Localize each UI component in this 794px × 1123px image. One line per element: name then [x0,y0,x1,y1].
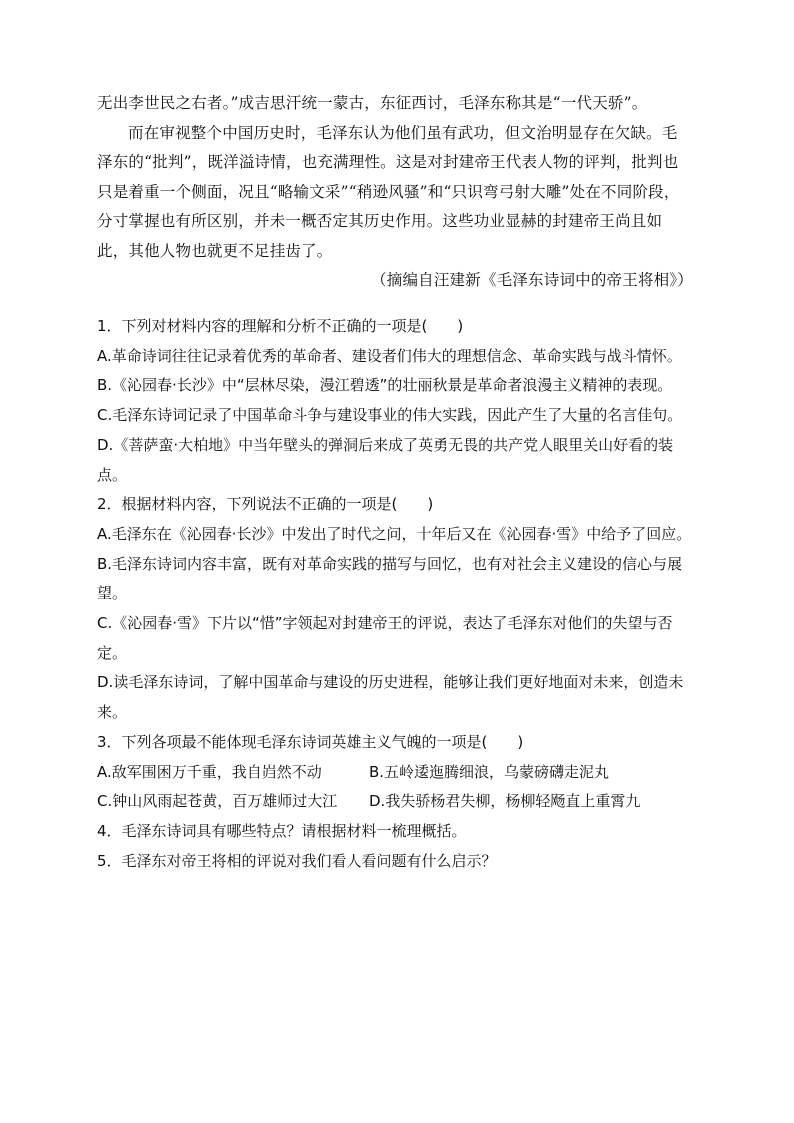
option-b: B.毛泽东诗词内容丰富，既有对革命实践的描写与回忆，也有对社会主义建设的信心与展望。 [97,554,683,603]
option-a: A.革命诗词往往记录着优秀的革命者、建设者们伟大的理想信念、革命实践与战斗情怀。 [97,346,682,365]
option-row-ab [97,758,697,788]
question-3 [97,728,697,817]
option-d: D.我失骄杨君失柳，杨柳轻飏直上重霄九 [369,792,641,811]
question-stem: 4．毛泽东诗词具有哪些特点？请根据材料一梳理概括。 [97,821,467,840]
option-b: B.《沁园春·长沙》中“层林尽染，漫江碧透”的壮丽秋景是革命者浪漫主义精神的表现。 [97,376,673,395]
question-stem: 5．毛泽东对帝王将相的评说对我们看人看问题有什么启示？ [97,851,497,870]
option-d: D.读毛泽东诗词，了解中国革命与建设的历史进程，能够让我们更好地面对未来，创造未来。 [97,673,684,722]
passage-source: （摘编自汪建新《毛泽东诗词中的帝王将相》） [371,271,693,289]
option-a: A.毛泽东在《沁园春·长沙》中发出了时代之问，十年后又在《沁园春·雪》中给予了回应。 [97,524,692,543]
option-a: A.敌军围困万千重，我自岿然不动 [97,762,322,781]
option-c: C.《沁园春·雪》下片以“惜”字领起对封建帝王的评说，表达了毛泽东对他们的失望与否定。 [97,614,673,662]
question-2 [97,490,697,728]
option-c: C.毛泽东诗词记录了中国革命斗争与建设事业的伟大实践，因此产生了大量的名言佳句。 [97,406,683,425]
passage-paragraph-1: 无出李世民之右者。”成吉思汗统一蒙古，东征西讨，毛泽东称其是“一代天骄”。 [97,94,648,112]
option-d: D.《菩萨蛮·大柏地》中当年壁头的弹洞后来成了英勇无畏的共产党人眼里关山好看的装点。 [97,435,674,484]
question-stem: 1．下列对材料内容的理解和分析不正确的一项是( ) [97,317,464,335]
passage-paragraph-2: 而在审视整个中国历史时，毛泽东认为他们虽有武功，但文治明显存在欠缺。毛泽东的“批判”，既洋溢诗情，也充满理性。这是对封建帝王代表人物的评判，批判也只是着重一个侧面，况且“略输文采”“稍逊风骚”和“只识弯弓射大雕”处在不同阶段，分寸掌握也有所区别，并未一概否定其历史作用。这些功业显赫的封建帝王尚且如此，其他人物也就更不足挂齿了。 [97,123,680,260]
question-stem: 3．下列各项最不能体现毛泽东诗词英雄主义气魄的一项是( ) [97,732,524,751]
question-1 [97,312,697,490]
question-stem: 2．根据材料内容，下列说法不正确的一项是( ) [97,495,434,514]
question-5 [97,847,697,877]
reading-passage [97,89,693,296]
question-list [97,312,697,876]
question-4 [97,817,697,847]
option-row-cd [97,787,697,817]
option-c: C.钟山风雨起苍黄，百万雄师过大江 [97,792,338,811]
option-b: B.五岭逶迤腾细浪，乌蒙磅礴走泥丸 [369,762,610,781]
